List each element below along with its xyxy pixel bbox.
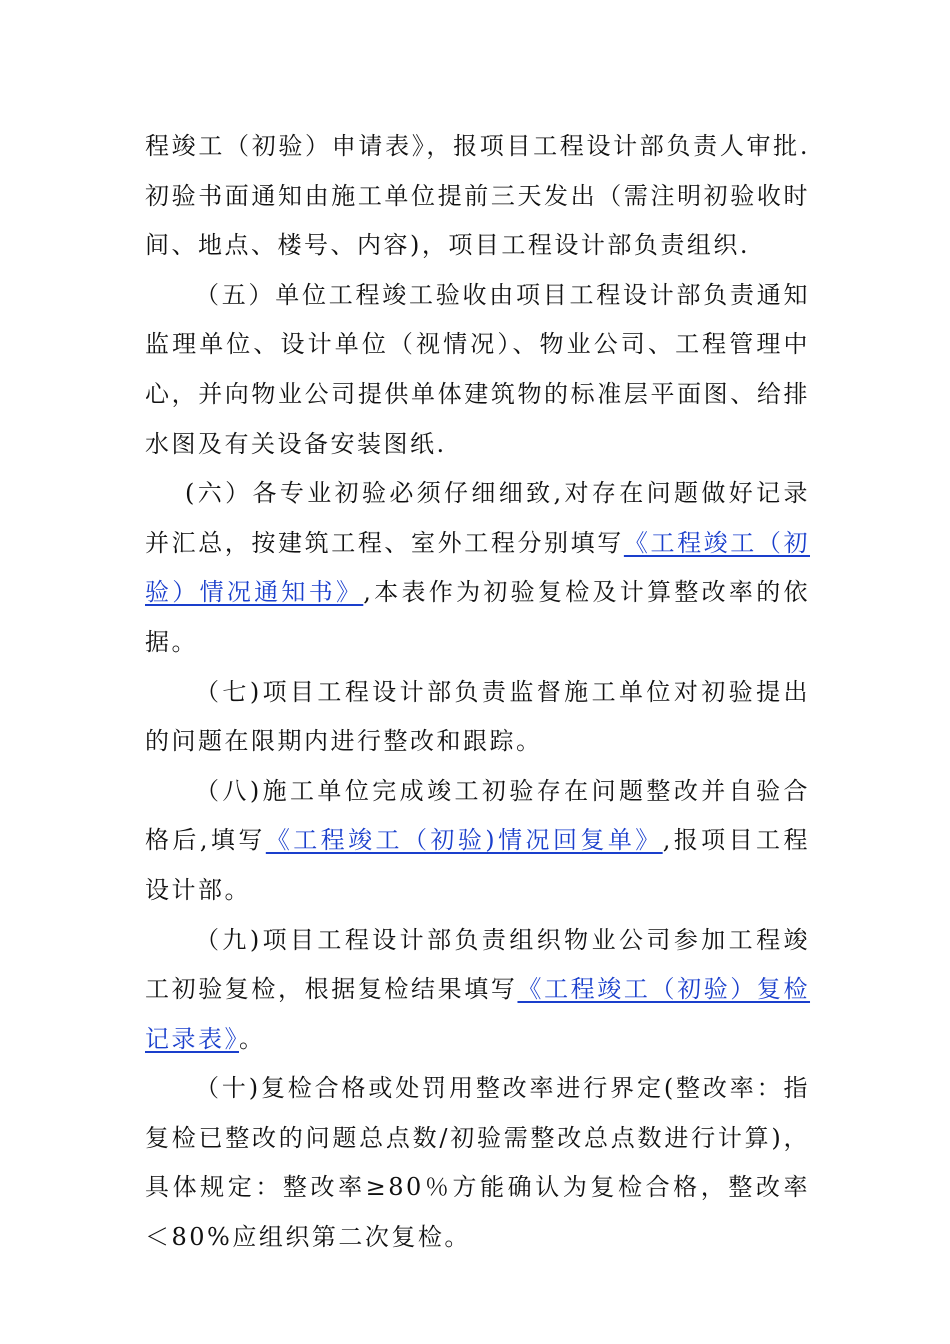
- paragraph-text: （五）单位工程竣工验收由项目工程设计部负责通知监理单位、设计单位（视情况）、物业公司、工程管理中心，并向物业公司提供单体建筑物的标准层平面图、给排水图及有关设备安装图纸.: [145, 280, 810, 458]
- paragraph-item-7: [145, 668, 810, 767]
- paragraph-text: 程竣工（初验）申请表》，报项目工程设计部负责人审批.初验书面通知由施工单位提前三天发出（需注明初验收时间、地点、楼号、内容)，项目工程设计部负责组织.: [145, 132, 810, 260]
- paragraph-text-before: (六）各专业初验必须仔细细致,对存在问题做好记录并汇总，按建筑工程、室外工程分别填写: [145, 479, 810, 557]
- paragraph-text-before: （八)施工单位完成竣工初验存在问题整改并自验合格后,填写: [145, 776, 810, 855]
- paragraph-text-after: ,报项目工程设计部。: [145, 826, 810, 904]
- paragraph-item-6: [145, 469, 810, 667]
- document-page: [145, 122, 810, 1263]
- paragraph-text: （七)项目工程设计部负责监督施工单位对初验提出的问题在限期内进行整改和跟踪。: [145, 677, 810, 756]
- paragraph-text-after: ,本表作为初验复检及计算整改率的依据。: [145, 578, 810, 656]
- paragraph-item-10: [145, 1064, 810, 1262]
- paragraph-text: （十)复检合格或处罚用整改率进行界定(整改率：指复检已整改的问题总点数/初验需整改总点数进行计算)，具体规定：整改率≥80％方能确认为复检合格，整改率＜80%应组织第二次复检。: [145, 1074, 810, 1252]
- link-inspection-reply-form[interactable]: 《工程竣工（初验)情况回复单》: [265, 826, 663, 855]
- paragraph-text-before: （九)项目工程设计部负责组织物业公司参加工程竣工初验复检，根据复检结果填写: [145, 925, 810, 1004]
- paragraph-item-5: [145, 271, 810, 469]
- paragraph-text-after: 。: [239, 1024, 266, 1053]
- paragraph-item-9: [145, 916, 810, 1065]
- link-reinspection-record-form[interactable]: 《工程竣工（初验）复检记录表》: [145, 975, 811, 1053]
- paragraph-item-8: [145, 767, 810, 916]
- link-inspection-notice-form[interactable]: 《工程竣工（初验）情况通知书》: [145, 528, 810, 607]
- paragraph-approval-continued: [145, 122, 810, 271]
